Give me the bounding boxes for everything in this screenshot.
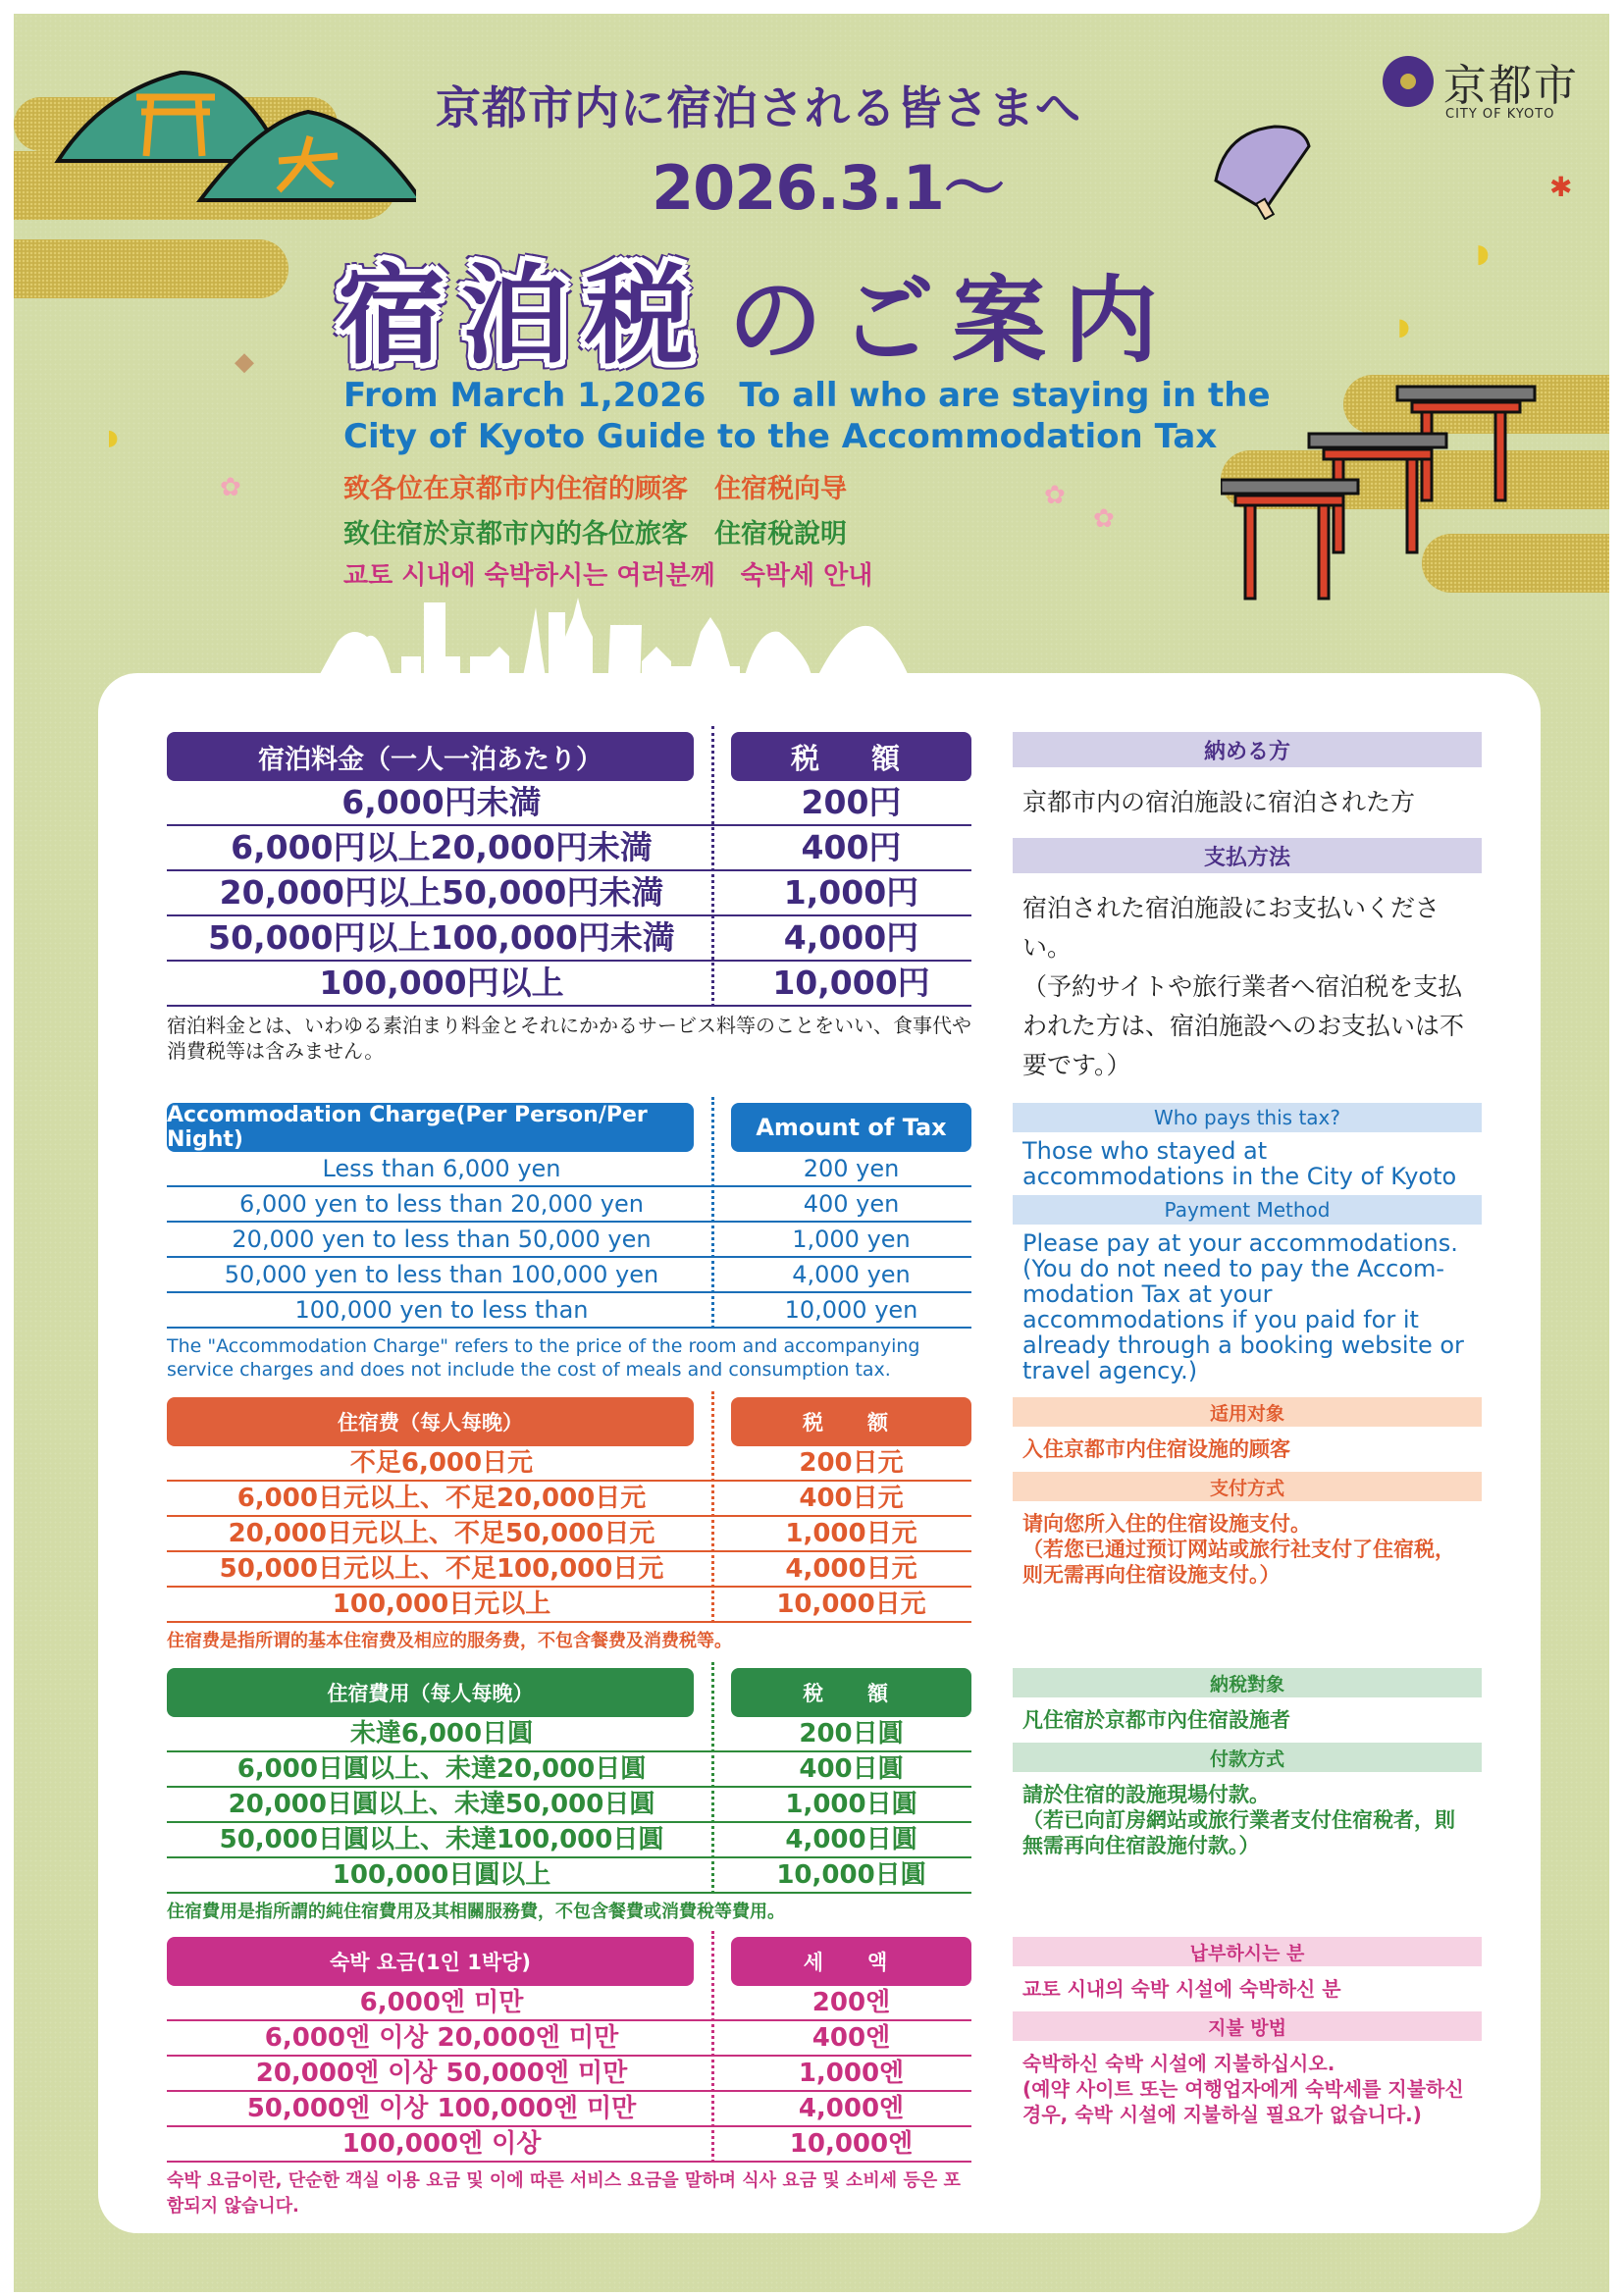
charge-cell: 50,000日圓以上、未達100,000日圓: [219, 1825, 664, 1854]
cherry-blossom-icon: ✿: [1093, 504, 1115, 534]
info-block-japanese: [1013, 732, 1482, 1101]
kyoto-crest-icon: [1383, 56, 1434, 107]
ginkgo-leaf-icon: ◗: [1476, 239, 1490, 269]
gold-cloud-decoration: [14, 239, 288, 298]
charge-cell: 6,000 yen to less than 20,000 yen: [239, 1190, 644, 1218]
header-effective-date: 2026.3.1～: [652, 152, 1004, 224]
charge-cell: 50,000 yen to less than 100,000 yen: [224, 1261, 659, 1288]
payment-method-label: 지불 방법: [1013, 2011, 1482, 2041]
tax-cell: 10,000円: [772, 964, 930, 1002]
table-row: [167, 962, 971, 1007]
table-row: [167, 1446, 971, 1482]
header-korean: 교토 시내에 숙박하시는 여러분께 숙박세 안내: [343, 561, 873, 591]
table-note: 숙박 요금이란, 단순한 객실 이용 요금 및 이에 따른 서비스 요금을 말하며 식사 요금 및 소비세 등은 포함되지 않습니다.: [167, 2170, 961, 2217]
tax-cell: 200円: [801, 783, 902, 821]
mountain-illustration: [43, 53, 416, 220]
tax-cell: 4,000엔: [798, 2094, 905, 2123]
charge-cell: 100,000 yen to less than: [294, 1296, 589, 1324]
header-english: From March 1,2026 To all who are staying in the City of Kyoto Guide to the Accommodation Tax: [343, 376, 1271, 456]
header-chinese-traditional: 致住宿於京都市內的各位旅客 住宿稅說明: [343, 519, 847, 549]
table-row: [167, 1187, 971, 1223]
table-row: [167, 1858, 971, 1894]
tax-cell: 10,000日元: [776, 1590, 926, 1619]
table-row: [167, 1258, 971, 1293]
logo-name: 京都市: [1443, 61, 1579, 111]
page-title-main: 宿泊税: [338, 253, 708, 379]
payment-method-text: 请向您所入住的住宿设施支付。 （若您已通过预订网站或旅行社支付了住宿税，则无需再向住宿设施支付。）: [1022, 1512, 1455, 1587]
charge-cell: 20,000엔 이상 50,000엔 미만: [255, 2059, 628, 2088]
who-pays-text: 凡住宿於京都市內住宿設施者: [1022, 1708, 1290, 1732]
charge-cell: 100,000日圓以上: [332, 1860, 551, 1890]
tax-cell: 400 yen: [803, 1190, 900, 1218]
column-header-charge: 住宿費用（每人每晚）: [167, 1668, 694, 1717]
who-pays-text: Those who stayed at accommodations in the City of Kyoto: [1022, 1137, 1457, 1190]
column-header-charge: 宿泊料金（一人一泊あたり）: [167, 732, 694, 781]
leaf-icon: ◆: [235, 347, 254, 377]
page-title-suffix: のご案内: [728, 266, 1176, 376]
table-row: [167, 1986, 971, 2021]
charge-cell: 50,000日元以上、不足100,000日元: [219, 1554, 664, 1584]
header-chinese-simplified: 致各位在京都市内住宿的顾客 住宿税向导: [343, 474, 847, 504]
tax-table-chinese-simplified: [167, 1397, 971, 1654]
tax-table-english: [167, 1103, 971, 1382]
table-row: [167, 2092, 971, 2127]
charge-cell: 6,000엔 미만: [359, 1988, 524, 2017]
tax-cell: 4,000円: [783, 918, 919, 957]
ginkgo-leaf-icon: ◗: [1397, 313, 1410, 340]
who-pays-text: 京都市内の宿泊施設に宿泊された方: [1022, 788, 1416, 816]
tax-cell: 10,000日圓: [776, 1860, 926, 1890]
payment-method-text: 請於住宿的設施現場付款。 （若已向訂房網站或旅行業者支付住宿稅者，則無需再向住宿設施付款。）: [1022, 1783, 1455, 1857]
maple-leaf-icon: ✱: [1549, 171, 1573, 203]
charge-cell: 50,000円以上100,000円未満: [208, 918, 675, 957]
column-header-tax: 税 額: [731, 732, 971, 781]
charge-cell: 100,000엔 이상: [341, 2129, 542, 2159]
logo-subtitle: CITY OF KYOTO: [1445, 107, 1555, 122]
who-pays-label: 納稅對象: [1013, 1668, 1482, 1697]
page-title: [338, 230, 1176, 385]
table-row: [167, 1552, 971, 1588]
tax-cell: 1,000日元: [785, 1519, 917, 1548]
table-row: [167, 1517, 971, 1552]
who-pays-label: 适用对象: [1013, 1397, 1482, 1427]
table-row: [167, 1752, 971, 1788]
tax-cell: 400엔: [812, 2023, 891, 2053]
tax-cell: 4,000 yen: [792, 1261, 911, 1288]
tax-cell: 1,000日圓: [785, 1790, 917, 1819]
tax-cell: 200 yen: [803, 1155, 900, 1182]
tax-cell: 200日圓: [799, 1719, 904, 1748]
tax-cell: 400日元: [799, 1484, 904, 1513]
tax-table-korean: [167, 1937, 971, 2219]
tax-cell: 10,000엔: [789, 2129, 914, 2159]
column-header-tax: 税 额: [731, 1397, 971, 1446]
header-greeting: 京都市内に宿泊される皆さまへ: [436, 81, 1081, 134]
table-row: [167, 2021, 971, 2057]
charge-cell: 20,000日圓以上、未達50,000日圓: [228, 1790, 655, 1819]
table-note: 住宿費用是指所謂的純住宿費用及其相關服務費，不包含餐費或消費稅等費用。: [167, 1902, 785, 1922]
who-pays-text: 교토 시내의 숙박 시설에 숙박하신 분: [1022, 1977, 1341, 2001]
tax-cell: 200엔: [812, 1988, 891, 2017]
tax-cell: 200日元: [799, 1448, 904, 1478]
info-block-chinese-traditional: [1013, 1668, 1482, 1868]
who-pays-text: 入住京都市内住宿设施的顾客: [1022, 1437, 1290, 1461]
who-pays-label: Who pays this tax?: [1013, 1103, 1482, 1132]
table-row: [167, 1482, 971, 1517]
charge-cell: 6,000円未満: [341, 783, 542, 821]
who-pays-label: 납부하시는 분: [1013, 1937, 1482, 1966]
ginkgo-leaf-icon: ◗: [107, 426, 119, 450]
table-row: [167, 781, 971, 826]
charge-cell: 100,000日元以上: [332, 1590, 551, 1619]
tax-cell: 1,000엔: [798, 2059, 905, 2088]
poster: [14, 14, 1609, 2292]
charge-cell: 6,000日圓以上、未達20,000日圓: [236, 1754, 647, 1784]
info-block-korean: [1013, 1937, 1482, 2137]
table-row: [167, 1152, 971, 1187]
charge-cell: Less than 6,000 yen: [322, 1155, 561, 1182]
tax-cell: 400円: [801, 828, 902, 866]
column-header-tax: 세 액: [731, 1937, 971, 1986]
table-row: [167, 871, 971, 916]
charge-cell: 6,000엔 이상 20,000엔 미만: [264, 2023, 619, 2053]
tax-table-chinese-traditional: [167, 1668, 971, 1925]
cherry-blossom-icon: ✿: [1044, 481, 1066, 510]
table-row: [167, 826, 971, 871]
charge-cell: 20,000日元以上、不足50,000日元: [228, 1519, 655, 1548]
folding-fan-icon: [1206, 122, 1314, 220]
column-header-tax: Amount of Tax: [731, 1103, 971, 1152]
charge-cell: 50,000엔 이상 100,000엔 미만: [246, 2094, 637, 2123]
info-block-english: [1013, 1103, 1482, 1389]
table-row: [167, 1788, 971, 1823]
tax-cell: 10,000 yen: [784, 1296, 918, 1324]
tax-cell: 1,000 yen: [792, 1226, 911, 1253]
table-row: [167, 1223, 971, 1258]
column-header-charge: Accommodation Charge(Per Person/Per Night): [167, 1103, 694, 1152]
column-header-tax: 稅 額: [731, 1668, 971, 1717]
city-of-kyoto-logo: [1383, 48, 1609, 127]
table-note: 住宿费是指所谓的基本住宿费及相应的服务费，不包含餐费及消费税等。: [167, 1631, 732, 1651]
charge-cell: 不足6,000日元: [349, 1448, 534, 1478]
cherry-blossom-icon: ✿: [220, 473, 241, 502]
payment-method-label: 支付方式: [1013, 1472, 1482, 1501]
table-row: [167, 2057, 971, 2092]
column-header-charge: 숙박 요금(1인 1박당): [167, 1937, 694, 1986]
table-row: [167, 1588, 971, 1623]
who-pays-label: 納める方: [1013, 732, 1482, 767]
payment-method-text: 宿泊された宿泊施設にお支払いください。 （予約サイトや旅行業者へ宿泊税を支払われた方は、宿泊施設へのお支払いは不要です。）: [1022, 894, 1465, 1079]
tax-cell: 4,000日元: [785, 1554, 917, 1584]
tax-cell: 400日圓: [799, 1754, 904, 1784]
table-row: [167, 1717, 971, 1752]
charge-cell: 未達6,000日圓: [349, 1719, 534, 1748]
column-header-charge: 住宿费（每人每晚）: [167, 1397, 694, 1446]
tax-table-japanese: [167, 732, 971, 1064]
payment-method-label: 付款方式: [1013, 1743, 1482, 1772]
payment-method-label: Payment Method: [1013, 1195, 1482, 1225]
table-row: [167, 2127, 971, 2163]
table-note: The "Accommodation Charge" refers to the price of the room and accompanying service charges and does not include the cost of meals and consumption tax.: [167, 1335, 920, 1381]
payment-method-label: 支払方法: [1013, 838, 1482, 873]
tax-cell: 4,000日圓: [785, 1825, 917, 1854]
info-block-chinese-simplified: [1013, 1397, 1482, 1597]
table-row: [167, 1293, 971, 1329]
charge-cell: 6,000日元以上、不足20,000日元: [236, 1484, 647, 1513]
content-card: [98, 673, 1541, 2233]
tax-cell: 1,000円: [783, 873, 919, 912]
charge-cell: 100,000円以上: [319, 964, 564, 1002]
charge-cell: 6,000円以上20,000円未満: [231, 828, 653, 866]
charge-cell: 20,000円以上50,000円未満: [219, 873, 664, 912]
charge-cell: 20,000 yen to less than 50,000 yen: [232, 1226, 652, 1253]
payment-method-text: Please pay at your accommodations. (You do not need to pay the Accom-modation Tax at your accommodations if you paid for it already through a booking website or travel agency.): [1022, 1229, 1464, 1384]
table-row: [167, 1823, 971, 1858]
table-row: [167, 916, 971, 962]
payment-method-text: 숙박하신 숙박 시설에 지불하십시오. (예약 사이트 또는 여행업자에게 숙박세를 지불하신 경우, 숙박 시설에 지불하실 필요가 없습니다.): [1022, 2052, 1464, 2126]
table-note: 宿泊料金とは、いわゆる素泊まり料金とそれにかかるサービス料等のことをいい、食事代や消費税等は含みません。: [167, 1014, 971, 1063]
